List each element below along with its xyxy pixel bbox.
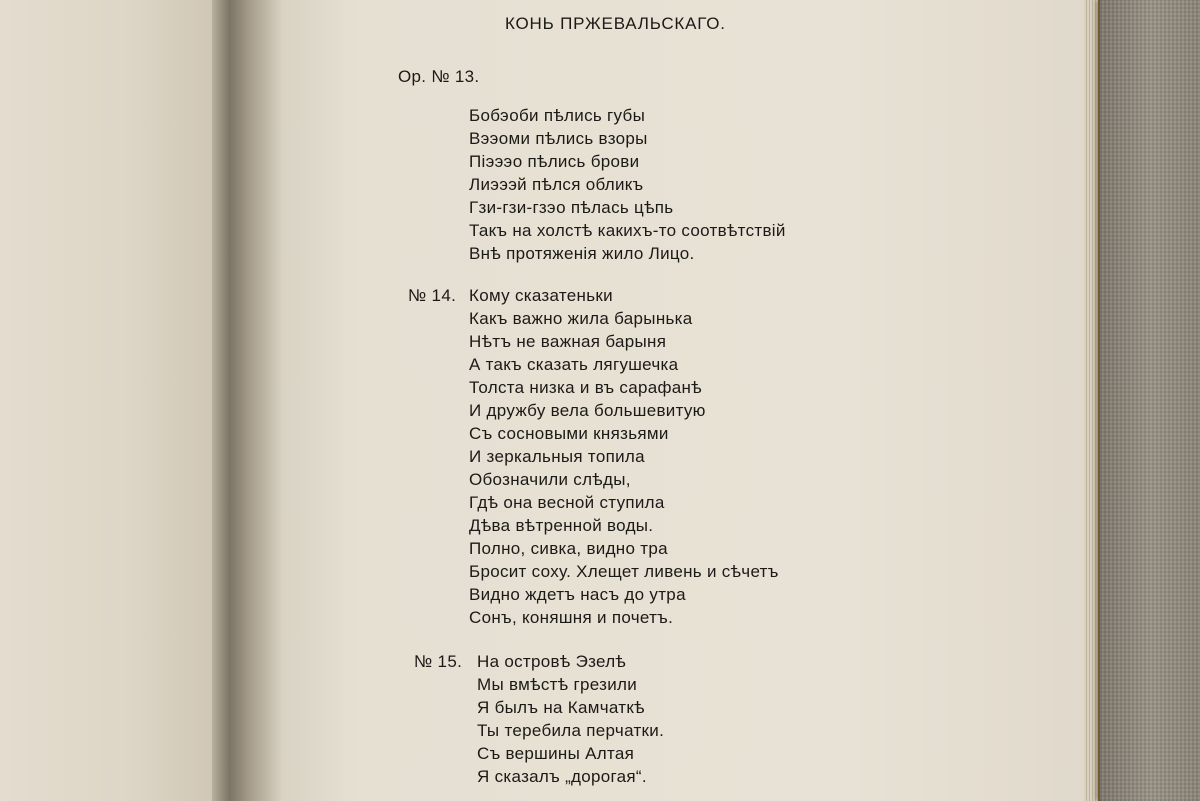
poem-line: Лиэээй пѣлся обликъ <box>469 175 644 194</box>
left-page <box>0 0 220 801</box>
poem-line: Вээоми пѣлись взоры <box>469 129 648 148</box>
poem-line: Обозначили слѣды, <box>469 470 631 489</box>
poem-line: И дружбу вела большевитую <box>469 401 706 420</box>
linen-background <box>1100 0 1200 801</box>
section-label-15: № 15. <box>414 652 463 671</box>
poem-line: Бросит соху. Хлещет ливень и сѣчетъ <box>469 562 779 581</box>
poem-line: Мы вмѣстѣ грезили <box>477 675 638 694</box>
poem-line: Нѣтъ не важная барыня <box>469 332 667 351</box>
poem-line: Гдѣ она весной ступила <box>469 493 665 512</box>
poem-line: Какъ важно жила барынька <box>469 309 693 328</box>
poem-line: Сонъ, коняшня и почетъ. <box>469 608 674 627</box>
poem-line: И зеркальныя топила <box>469 447 645 466</box>
poem-line: Съ вершины Алтая <box>477 744 635 763</box>
book-gutter-shadow <box>212 0 282 801</box>
poem-line: На островѣ Эзелѣ <box>477 652 627 671</box>
poem-line: Видно ждетъ насъ до утра <box>469 585 686 604</box>
poem-line: Внѣ протяженія жило Лицо. <box>469 244 695 263</box>
poem-line: Дѣва вѣтренной воды. <box>469 516 654 535</box>
poem-line: Я сказалъ „дорогая“. <box>477 767 647 786</box>
poem-line: Съ сосновыми князьями <box>469 424 669 443</box>
section-label-14: № 14. <box>408 286 457 305</box>
poem-line: Ты теребила перчатки. <box>477 721 665 740</box>
poem-line: Кому сказатеньки <box>469 286 613 305</box>
poem-line: Піэээо пѣлись брови <box>469 152 640 171</box>
poem-line: Полно, сивка, видно тра <box>469 539 668 558</box>
poem-line: Толста низка и въ сарафанѣ <box>469 378 702 397</box>
poem-line: Бобэоби пѣлись губы <box>469 106 646 125</box>
poem-line: Гзи-гзи-гзэо пѣлась цѣпь <box>469 198 674 217</box>
poem-line: Я былъ на Камчаткѣ <box>477 698 645 717</box>
section-label-13: Ор. № 13. <box>398 67 480 86</box>
page-title: КОНЬ ПРЖЕВАЛЬСКАГО. <box>505 14 726 33</box>
poem-line: А такъ сказать лягушечка <box>469 355 679 374</box>
poem-line: Такъ на холстѣ какихъ-то соотвѣтствій <box>469 221 786 240</box>
